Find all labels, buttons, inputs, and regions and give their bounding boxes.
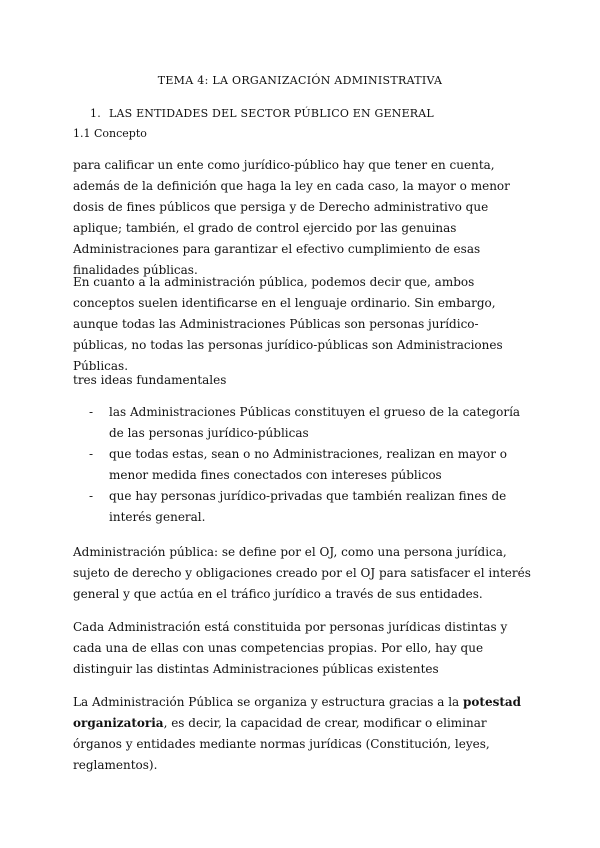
section-heading-text: LAS ENTIDADES DEL SECTOR PÚBLICO EN GENERAL: [109, 107, 434, 120]
paragraph-admin-constitution: Cada Administración está constituida por personas jurídicas distintas y cada una de ellas con unas competencias propias. Por ello, hay que distinguir las distintas Administraciones públicas existentes: [73, 620, 508, 676]
list-item-text: las Administraciones Públicas constituyen el grueso de la categoría de las personas jurídico-públicas: [109, 405, 521, 440]
section-number: 1.: [90, 107, 101, 120]
list-item-text: que hay personas jurídico-privadas que también realizan fines de interés general.: [109, 489, 507, 524]
paragraph-text-after: , es decir, la capacidad de crear, modificar o eliminar órganos y entidades mediante normas jurídicas (Constitución, leyes, reglamentos).: [73, 716, 490, 772]
list-item: [73, 444, 533, 486]
bullet-marker: -: [89, 447, 94, 461]
paragraph-organizing-power: [73, 692, 533, 776]
list-item-text: que todas estas, sean o no Administraciones, realizan en mayor o menor medida fines conectados con intereses públicos: [109, 447, 508, 482]
bullet-marker: -: [89, 405, 94, 419]
subsection-heading: 1.1 Concepto: [73, 127, 147, 140]
paragraph-text-before: La Administración Pública se organiza y estructura gracias a la: [73, 695, 463, 709]
section-heading: [90, 107, 434, 121]
list-item: [73, 402, 533, 444]
paragraph-public-administration: En cuanto a la administración pública, podemos decir que, ambos conceptos suelen identificarse en el lenguaje ordinario. Sin embargo, aunque todas las Administraciones Públicas son personas jurídico-públicas, no todas las personas jurídico-públicas son Administraciones Públicas.: [73, 275, 503, 373]
paragraph-admin-definition: Administración pública: se define por el OJ, como una persona jurídica, sujeto de derecho y obligaciones creado por el OJ para satisfacer el interés general y que actúa en el tráfico jurídico a través de sus entidades.: [73, 545, 531, 601]
bold-term: potestad organizatoria: [73, 695, 522, 730]
paragraph-three-ideas: tres ideas fundamentales: [73, 373, 227, 387]
list-item: [73, 486, 533, 528]
bullet-marker: -: [89, 489, 94, 503]
page-title: TEMA 4: LA ORGANIZACIÓN ADMINISTRATIVA: [157, 74, 443, 87]
paragraph-definition: para calificar un ente como jurídico-público hay que tener en cuenta, además de la definición que haga la ley en cada caso, la mayor o menor dosis de fines públicos que persiga y de Derecho administrativo que aplique; también, el grado de control ejercido por las genuinas Administraciones para garantizar el efectivo cumplimiento de esas finalidades públicas.: [73, 158, 510, 277]
bullet-list: [73, 402, 533, 528]
